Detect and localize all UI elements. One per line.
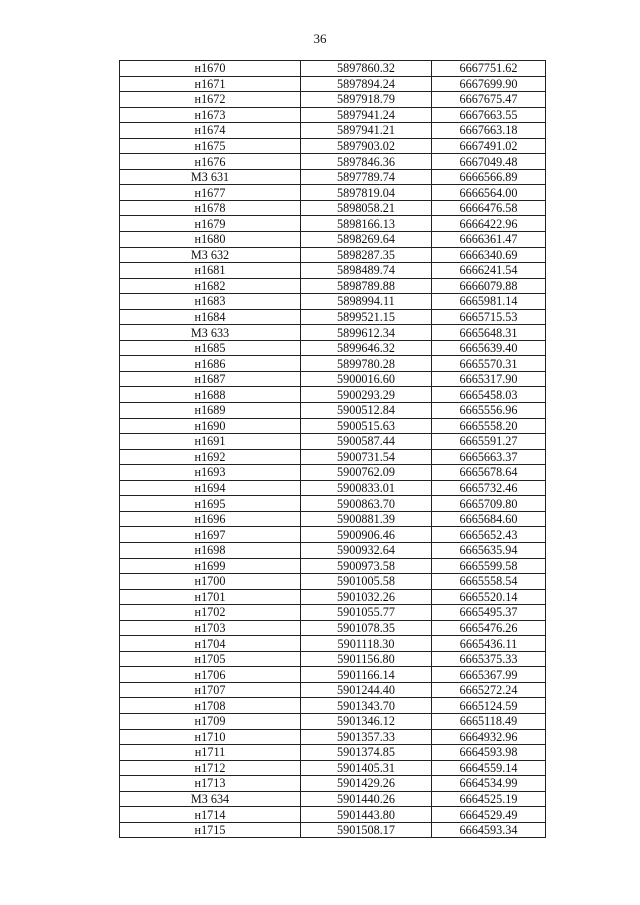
x-coordinate-cell: 5899780.28 xyxy=(301,356,432,372)
point-name-cell: н1692 xyxy=(120,449,301,465)
x-coordinate-cell: 5898058.21 xyxy=(301,200,432,216)
y-coordinate-cell: 6665684.60 xyxy=(432,511,546,527)
y-coordinate-cell: 6665367.99 xyxy=(432,667,546,683)
point-name-cell: н1677 xyxy=(120,185,301,201)
y-coordinate-cell: 6664593.98 xyxy=(432,745,546,761)
point-name-cell: н1713 xyxy=(120,776,301,792)
table-row xyxy=(120,278,546,294)
point-name-cell: н1715 xyxy=(120,822,301,838)
table-row xyxy=(120,169,546,185)
y-coordinate-cell: 6665570.31 xyxy=(432,356,546,372)
table-row xyxy=(120,340,546,356)
x-coordinate-cell: 5897941.24 xyxy=(301,107,432,123)
table-row xyxy=(120,247,546,263)
point-name-cell: н1670 xyxy=(120,61,301,77)
y-coordinate-cell: 6666079.88 xyxy=(432,278,546,294)
point-name-cell: н1678 xyxy=(120,200,301,216)
y-coordinate-cell: 6667699.90 xyxy=(432,76,546,92)
y-coordinate-cell: 6667049.48 xyxy=(432,154,546,170)
point-name-cell: н1691 xyxy=(120,434,301,450)
table-row xyxy=(120,511,546,527)
point-name-cell: н1709 xyxy=(120,713,301,729)
point-name-cell: н1685 xyxy=(120,340,301,356)
point-name-cell: н1711 xyxy=(120,745,301,761)
x-coordinate-cell: 5900863.70 xyxy=(301,496,432,512)
point-name-cell: н1706 xyxy=(120,667,301,683)
point-name-cell: н1671 xyxy=(120,76,301,92)
y-coordinate-cell: 6665520.14 xyxy=(432,589,546,605)
y-coordinate-cell: 6664529.49 xyxy=(432,807,546,823)
table-row xyxy=(120,154,546,170)
point-name-cell: н1708 xyxy=(120,698,301,714)
table-row xyxy=(120,76,546,92)
table-row xyxy=(120,651,546,667)
x-coordinate-cell: 5900016.60 xyxy=(301,371,432,387)
point-name-cell: н1693 xyxy=(120,465,301,481)
y-coordinate-cell: 6665648.31 xyxy=(432,325,546,341)
y-coordinate-cell: 6665981.14 xyxy=(432,294,546,310)
table-row xyxy=(120,403,546,419)
y-coordinate-cell: 6664932.96 xyxy=(432,729,546,745)
y-coordinate-cell: 6665558.54 xyxy=(432,574,546,590)
point-name-cell: н1698 xyxy=(120,542,301,558)
table-row xyxy=(120,558,546,574)
x-coordinate-cell: 5900587.44 xyxy=(301,434,432,450)
y-coordinate-cell: 6666422.96 xyxy=(432,216,546,232)
y-coordinate-cell: 6665375.33 xyxy=(432,651,546,667)
table-row xyxy=(120,138,546,154)
x-coordinate-cell: 5898287.35 xyxy=(301,247,432,263)
x-coordinate-cell: 5900731.54 xyxy=(301,449,432,465)
y-coordinate-cell: 6667663.55 xyxy=(432,107,546,123)
x-coordinate-cell: 5898789.88 xyxy=(301,278,432,294)
x-coordinate-cell: 5898269.64 xyxy=(301,232,432,248)
y-coordinate-cell: 6667663.18 xyxy=(432,123,546,139)
x-coordinate-cell: 5897819.04 xyxy=(301,185,432,201)
x-coordinate-cell: 5897894.24 xyxy=(301,76,432,92)
x-coordinate-cell: 5901346.12 xyxy=(301,713,432,729)
y-coordinate-cell: 6667751.62 xyxy=(432,61,546,77)
y-coordinate-cell: 6665558.20 xyxy=(432,418,546,434)
point-name-cell: н1710 xyxy=(120,729,301,745)
point-name-cell: н1672 xyxy=(120,92,301,108)
table-row xyxy=(120,589,546,605)
point-name-cell: МЗ 633 xyxy=(120,325,301,341)
point-name-cell: н1695 xyxy=(120,496,301,512)
table-row xyxy=(120,356,546,372)
point-name-cell: н1680 xyxy=(120,232,301,248)
point-name-cell: МЗ 634 xyxy=(120,791,301,807)
y-coordinate-cell: 6666566.89 xyxy=(432,169,546,185)
x-coordinate-cell: 5897903.02 xyxy=(301,138,432,154)
table-row xyxy=(120,636,546,652)
point-name-cell: н1688 xyxy=(120,387,301,403)
y-coordinate-cell: 6665436.11 xyxy=(432,636,546,652)
table-row xyxy=(120,745,546,761)
x-coordinate-cell: 5901440.26 xyxy=(301,791,432,807)
x-coordinate-cell: 5897789.74 xyxy=(301,169,432,185)
y-coordinate-cell: 6665663.37 xyxy=(432,449,546,465)
x-coordinate-cell: 5900515.63 xyxy=(301,418,432,434)
point-name-cell: н1707 xyxy=(120,682,301,698)
y-coordinate-cell: 6665272.24 xyxy=(432,682,546,698)
table-row xyxy=(120,61,546,77)
point-name-cell: н1700 xyxy=(120,574,301,590)
point-name-cell: н1676 xyxy=(120,154,301,170)
table-row xyxy=(120,387,546,403)
x-coordinate-cell: 5900932.64 xyxy=(301,542,432,558)
table-row xyxy=(120,667,546,683)
x-coordinate-cell: 5900881.39 xyxy=(301,511,432,527)
table-row xyxy=(120,791,546,807)
x-coordinate-cell: 5898489.74 xyxy=(301,263,432,279)
y-coordinate-cell: 6667675.47 xyxy=(432,92,546,108)
y-coordinate-cell: 6666476.58 xyxy=(432,200,546,216)
x-coordinate-cell: 5901405.31 xyxy=(301,760,432,776)
y-coordinate-cell: 6664534.99 xyxy=(432,776,546,792)
x-coordinate-cell: 5901078.35 xyxy=(301,620,432,636)
x-coordinate-cell: 5900833.01 xyxy=(301,480,432,496)
y-coordinate-cell: 6665124.59 xyxy=(432,698,546,714)
coordinates-table-body xyxy=(120,61,546,838)
x-coordinate-cell: 5901118.30 xyxy=(301,636,432,652)
point-name-cell: н1689 xyxy=(120,403,301,419)
table-row xyxy=(120,309,546,325)
point-name-cell: н1673 xyxy=(120,107,301,123)
x-coordinate-cell: 5901429.26 xyxy=(301,776,432,792)
point-name-cell: н1714 xyxy=(120,807,301,823)
x-coordinate-cell: 5901055.77 xyxy=(301,605,432,621)
table-row xyxy=(120,465,546,481)
x-coordinate-cell: 5901508.17 xyxy=(301,822,432,838)
table-row xyxy=(120,760,546,776)
point-name-cell: МЗ 631 xyxy=(120,169,301,185)
table-row xyxy=(120,496,546,512)
page-number: 36 xyxy=(313,31,327,46)
y-coordinate-cell: 6665732.46 xyxy=(432,480,546,496)
y-coordinate-cell: 6666361.47 xyxy=(432,232,546,248)
table-row xyxy=(120,698,546,714)
y-coordinate-cell: 6665599.58 xyxy=(432,558,546,574)
point-name-cell: МЗ 632 xyxy=(120,247,301,263)
table-row xyxy=(120,325,546,341)
x-coordinate-cell: 5900906.46 xyxy=(301,527,432,543)
x-coordinate-cell: 5901374.85 xyxy=(301,745,432,761)
y-coordinate-cell: 6665317.90 xyxy=(432,371,546,387)
table-row xyxy=(120,92,546,108)
y-coordinate-cell: 6665476.26 xyxy=(432,620,546,636)
x-coordinate-cell: 5901357.33 xyxy=(301,729,432,745)
table-row xyxy=(120,200,546,216)
x-coordinate-cell: 5901166.14 xyxy=(301,667,432,683)
table-row xyxy=(120,263,546,279)
point-name-cell: н1686 xyxy=(120,356,301,372)
table-row xyxy=(120,185,546,201)
point-name-cell: н1702 xyxy=(120,605,301,621)
x-coordinate-cell: 5897918.79 xyxy=(301,92,432,108)
x-coordinate-cell: 5901443.80 xyxy=(301,807,432,823)
x-coordinate-cell: 5897846.36 xyxy=(301,154,432,170)
point-name-cell: н1684 xyxy=(120,309,301,325)
point-name-cell: н1681 xyxy=(120,263,301,279)
point-name-cell: н1675 xyxy=(120,138,301,154)
table-row xyxy=(120,107,546,123)
point-name-cell: н1701 xyxy=(120,589,301,605)
y-coordinate-cell: 6665495.37 xyxy=(432,605,546,621)
table-row xyxy=(120,527,546,543)
x-coordinate-cell: 5901156.80 xyxy=(301,651,432,667)
table-row xyxy=(120,123,546,139)
table-row xyxy=(120,480,546,496)
table-row xyxy=(120,542,546,558)
y-coordinate-cell: 6665635.94 xyxy=(432,542,546,558)
point-name-cell: н1704 xyxy=(120,636,301,652)
y-coordinate-cell: 6665652.43 xyxy=(432,527,546,543)
x-coordinate-cell: 5898994.11 xyxy=(301,294,432,310)
x-coordinate-cell: 5899521.15 xyxy=(301,309,432,325)
table-row xyxy=(120,294,546,310)
y-coordinate-cell: 6665591.27 xyxy=(432,434,546,450)
point-name-cell: н1683 xyxy=(120,294,301,310)
table-row xyxy=(120,729,546,745)
point-name-cell: н1674 xyxy=(120,123,301,139)
point-name-cell: н1712 xyxy=(120,760,301,776)
x-coordinate-cell: 5900973.58 xyxy=(301,558,432,574)
y-coordinate-cell: 6665678.64 xyxy=(432,465,546,481)
table-row xyxy=(120,574,546,590)
x-coordinate-cell: 5901343.70 xyxy=(301,698,432,714)
y-coordinate-cell: 6666340.69 xyxy=(432,247,546,263)
y-coordinate-cell: 6664593.34 xyxy=(432,822,546,838)
point-name-cell: н1703 xyxy=(120,620,301,636)
table-row xyxy=(120,822,546,838)
table-row xyxy=(120,449,546,465)
table-row xyxy=(120,713,546,729)
y-coordinate-cell: 6665458.03 xyxy=(432,387,546,403)
x-coordinate-cell: 5901005.58 xyxy=(301,574,432,590)
point-name-cell: н1699 xyxy=(120,558,301,574)
point-name-cell: н1705 xyxy=(120,651,301,667)
x-coordinate-cell: 5901032.26 xyxy=(301,589,432,605)
point-name-cell: н1694 xyxy=(120,480,301,496)
y-coordinate-cell: 6664559.14 xyxy=(432,760,546,776)
y-coordinate-cell: 6664525.19 xyxy=(432,791,546,807)
table-row xyxy=(120,776,546,792)
x-coordinate-cell: 5898166.13 xyxy=(301,216,432,232)
point-name-cell: н1697 xyxy=(120,527,301,543)
x-coordinate-cell: 5899612.34 xyxy=(301,325,432,341)
point-name-cell: н1682 xyxy=(120,278,301,294)
x-coordinate-cell: 5897860.32 xyxy=(301,61,432,77)
point-name-cell: н1690 xyxy=(120,418,301,434)
table-row xyxy=(120,605,546,621)
x-coordinate-cell: 5897941.21 xyxy=(301,123,432,139)
point-name-cell: н1696 xyxy=(120,511,301,527)
point-name-cell: н1679 xyxy=(120,216,301,232)
y-coordinate-cell: 6667491.02 xyxy=(432,138,546,154)
table-row xyxy=(120,434,546,450)
x-coordinate-cell: 5901244.40 xyxy=(301,682,432,698)
table-row xyxy=(120,620,546,636)
x-coordinate-cell: 5899646.32 xyxy=(301,340,432,356)
y-coordinate-cell: 6665639.40 xyxy=(432,340,546,356)
coordinates-table xyxy=(119,60,546,838)
y-coordinate-cell: 6666564.00 xyxy=(432,185,546,201)
x-coordinate-cell: 5900293.29 xyxy=(301,387,432,403)
table-row xyxy=(120,371,546,387)
table-row xyxy=(120,232,546,248)
table-row xyxy=(120,682,546,698)
y-coordinate-cell: 6665709.80 xyxy=(432,496,546,512)
x-coordinate-cell: 5900512.84 xyxy=(301,403,432,419)
table-row xyxy=(120,216,546,232)
point-name-cell: н1687 xyxy=(120,371,301,387)
table-row xyxy=(120,418,546,434)
y-coordinate-cell: 6666241.54 xyxy=(432,263,546,279)
y-coordinate-cell: 6665556.96 xyxy=(432,403,546,419)
table-row xyxy=(120,807,546,823)
x-coordinate-cell: 5900762.09 xyxy=(301,465,432,481)
y-coordinate-cell: 6665715.53 xyxy=(432,309,546,325)
y-coordinate-cell: 6665118.49 xyxy=(432,713,546,729)
